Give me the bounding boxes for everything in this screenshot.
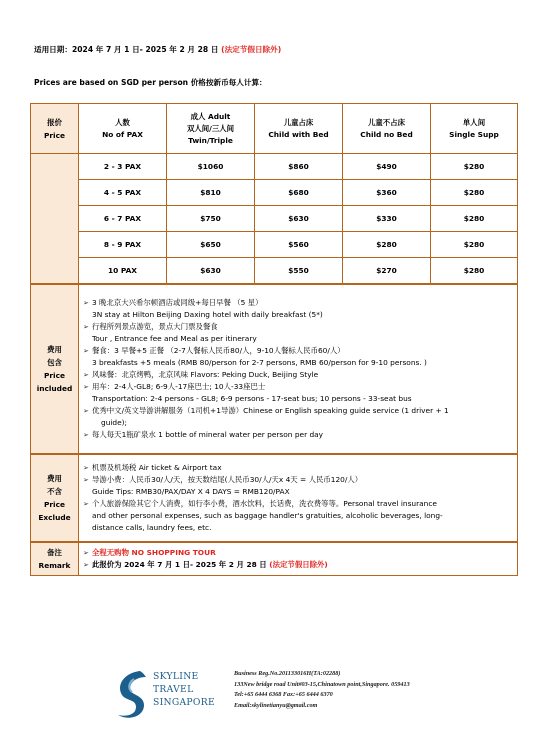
- table-row: [31, 232, 518, 258]
- header-child-bed: [255, 104, 343, 154]
- list-item-text: 3 breakfasts +5 meals (RMB 80/person for 2-7 persons, RMB 60/person for 9-10 persons. ): [92, 357, 427, 367]
- list-item: [83, 429, 513, 441]
- adult-price-cell: $750: [167, 206, 255, 232]
- validity-dates: 适用日期：2024 年 7 月 1 日- 2025 年 2 月 28 日: [34, 45, 219, 54]
- excluded-label-line: Exclude: [38, 512, 71, 522]
- list-item-text: Tour , Entrance fee and Meal as per itinerary: [92, 333, 257, 343]
- company-footer: [110, 665, 440, 721]
- header-adult-en: Twin/Triple: [188, 135, 233, 145]
- header-child-bed-en: Child with Bed: [268, 129, 329, 139]
- remark-row: [31, 542, 518, 576]
- child-nobed-price-cell: $280: [343, 232, 431, 258]
- arrow-bullet-icon: ➢: [83, 548, 89, 557]
- adult-price-cell: $630: [167, 258, 255, 284]
- child-nobed-price-cell: $490: [343, 154, 431, 180]
- header-child-bed-cn: 儿童占床: [283, 117, 314, 127]
- header-pax: [79, 104, 167, 154]
- single-supp-cell: $280: [431, 232, 518, 258]
- arrow-bullet-icon: ➢: [83, 463, 89, 472]
- adult-price-cell: $810: [167, 180, 255, 206]
- arrow-bullet-icon: ➢: [83, 370, 89, 379]
- swirl-logo-icon: [110, 665, 154, 721]
- header-adult-room: 双人间/三人间: [186, 123, 235, 133]
- list-item-text: 每人每天1瓶矿泉水 1 bottle of mineral water per person per day: [92, 429, 324, 439]
- included-label-line: included: [36, 383, 73, 393]
- pax-cell: 2 - 3 PAX: [79, 154, 167, 180]
- child-bed-price-cell: $860: [255, 154, 343, 180]
- list-item: [83, 462, 513, 474]
- header-price: [31, 104, 79, 154]
- list-item-text: 行程所列景点游览，景点大门票及餐食: [92, 321, 218, 331]
- header-child-nobed: [343, 104, 431, 154]
- arrow-bullet-icon: ➢: [83, 499, 89, 508]
- list-item: [83, 547, 513, 559]
- company-address: 133New bridge road Unit#03-15,Chinatown point,Singapore. 059413: [234, 680, 410, 688]
- list-item-text: Transportation: 2-4 persons - GL8; 6-9 persons - 17-seat bus; 10 persons - 33-seat bus: [92, 393, 412, 403]
- list-item-text: 餐食：3 早餐+5 正餐 （2-7人餐标人民币80/人，9-10人餐标人民币60/人）: [92, 345, 345, 355]
- table-row: [31, 154, 518, 180]
- table-row: [31, 206, 518, 232]
- list-item-text: Guide Tips: RMB30/PAX/DAY X 4 DAYS = RMB120/PAX: [92, 486, 290, 496]
- arrow-bullet-icon: ➢: [83, 382, 89, 391]
- list-item: [83, 345, 513, 357]
- list-item: [83, 474, 513, 486]
- pax-cell: 8 - 9 PAX: [79, 232, 167, 258]
- business-details: [234, 669, 410, 711]
- logo-line: SINGAPORE: [153, 697, 215, 708]
- holiday-exclusion-note: (法定节假日除外): [218, 45, 282, 54]
- contact-email: Email:skylinetianyu@gmail.com: [234, 701, 318, 709]
- list-item-text: 3N stay at Hilton Beijing Daxing hotel with daily breakfast (5*): [92, 309, 323, 319]
- arrow-bullet-icon: ➢: [83, 298, 89, 307]
- remark-label: [31, 542, 79, 576]
- header-child-nobed-en: Child no Bed: [360, 129, 413, 139]
- price-table: [30, 103, 518, 576]
- header-single-en: Single Supp: [449, 129, 499, 139]
- adult-price-cell: $650: [167, 232, 255, 258]
- list-item: [83, 498, 513, 510]
- skyline-logo: [110, 665, 230, 721]
- header-price-cn: 报价: [47, 117, 62, 127]
- list-item: [83, 321, 513, 333]
- included-row: [31, 284, 518, 454]
- header-pax-cn: 人数: [115, 117, 130, 127]
- remark-holiday-note: (法定节假日除外): [266, 559, 328, 569]
- list-item: [83, 297, 513, 309]
- price-label-cell: [31, 154, 79, 284]
- list-item-text: 用车：2-4人-GL8; 6-9人-17座巴士; 10人-33座巴士: [92, 381, 266, 391]
- validity-period: [34, 44, 281, 55]
- business-reg-number: Business Reg.No.201133016H(TA:02288): [234, 670, 341, 677]
- list-item-text: and other personal expenses, such as baggage handler's gratuities, alcoholic beverages, long-: [92, 510, 443, 520]
- excluded-list: [79, 454, 518, 542]
- list-item-text: distance calls, laundry fees, etc.: [92, 522, 212, 532]
- remark-content: [79, 542, 518, 576]
- adult-price-cell: $1060: [167, 154, 255, 180]
- list-item-text: 优秀中文/英文导游讲解服务（1司机+1导游）Chinese or English speaking guide service (1 driver + 1: [92, 405, 449, 415]
- prices-note: Prices are based on SGD per person 价格按新币每人计算：: [34, 78, 267, 87]
- list-item: [83, 559, 513, 571]
- child-nobed-price-cell: $330: [343, 206, 431, 232]
- remark-label-line: 备注: [47, 547, 62, 557]
- header-pax-en: No of PAX: [102, 129, 143, 139]
- table-header-row: [31, 104, 518, 154]
- list-item-text: 风味餐：北京烤鸭，北京风味 Flavors: Peking Duck, Beijing Style: [92, 369, 319, 379]
- excluded-label-line: Price: [44, 499, 65, 509]
- list-item: [83, 381, 513, 393]
- list-item-text: 导游小费：人民币30/人/天，按天数结尾(人民币30/人/天x 4天 = 人民币120/人）: [92, 474, 363, 484]
- arrow-bullet-icon: ➢: [83, 560, 89, 569]
- child-bed-price-cell: $630: [255, 206, 343, 232]
- child-nobed-price-cell: $360: [343, 180, 431, 206]
- header-single-cn: 单人间: [462, 117, 486, 127]
- included-list: [79, 284, 518, 454]
- arrow-bullet-icon: ➢: [83, 430, 89, 439]
- single-supp-cell: $280: [431, 154, 518, 180]
- table-row: [31, 180, 518, 206]
- logo-line: SKYLINE: [153, 671, 199, 682]
- list-item-text: 个人旅游保险其它个人消费，如行李小费，酒水饮料，长话费，洗衣费等等。Personal travel insurance: [92, 498, 437, 508]
- header-single: [431, 104, 518, 154]
- child-bed-price-cell: $550: [255, 258, 343, 284]
- no-shopping-note: 全程无购物 NO SHOPPING TOUR: [92, 547, 216, 557]
- pax-cell: 10 PAX: [79, 258, 167, 284]
- arrow-bullet-icon: ➢: [83, 346, 89, 355]
- arrow-bullet-icon: ➢: [83, 475, 89, 484]
- header-adult: [167, 104, 255, 154]
- header-price-en: Price: [44, 130, 65, 140]
- remark-validity-dates: 此报价为 2024 年 7 月 1 日- 2025 年 2 月 28 日: [92, 559, 267, 569]
- list-item-text: guide);: [101, 417, 128, 427]
- contact-phone-fax: Tel:+65 6444 6368 Fax:+65 6444 6370: [234, 691, 333, 699]
- included-label: [31, 284, 79, 454]
- header-child-nobed-cn: 儿童不占床: [368, 117, 405, 127]
- pax-cell: 4 - 5 PAX: [79, 180, 167, 206]
- list-item-text: 3 晚北京大兴希尔顿酒店或同级+每日早餐 （5 星）: [92, 297, 263, 307]
- remark-label-line: Remark: [38, 560, 71, 570]
- included-label-line: 包含: [47, 357, 62, 367]
- table-row: [31, 258, 518, 284]
- excluded-label: [31, 454, 79, 542]
- remark-validity: [92, 559, 328, 571]
- single-supp-cell: $280: [431, 206, 518, 232]
- single-supp-cell: $280: [431, 180, 518, 206]
- header-adult-cn: 成人 Adult: [190, 111, 231, 121]
- arrow-bullet-icon: ➢: [83, 322, 89, 331]
- included-label-line: Price: [44, 370, 65, 380]
- single-supp-cell: $280: [431, 258, 518, 284]
- included-label-line: 费用: [47, 344, 62, 354]
- list-item-text: 机票及机场税 Air ticket & Airport tax: [92, 462, 222, 472]
- logo-line: TRAVEL: [153, 684, 194, 695]
- child-bed-price-cell: $560: [255, 232, 343, 258]
- excluded-label-line: 费用: [47, 473, 62, 483]
- logo-text: [153, 670, 215, 709]
- child-bed-price-cell: $680: [255, 180, 343, 206]
- excluded-label-line: 不含: [47, 486, 62, 496]
- child-nobed-price-cell: $270: [343, 258, 431, 284]
- excluded-row: [31, 454, 518, 542]
- arrow-bullet-icon: ➢: [83, 406, 89, 415]
- pax-cell: 6 - 7 PAX: [79, 206, 167, 232]
- list-item: [83, 369, 513, 381]
- list-item: [83, 405, 513, 417]
